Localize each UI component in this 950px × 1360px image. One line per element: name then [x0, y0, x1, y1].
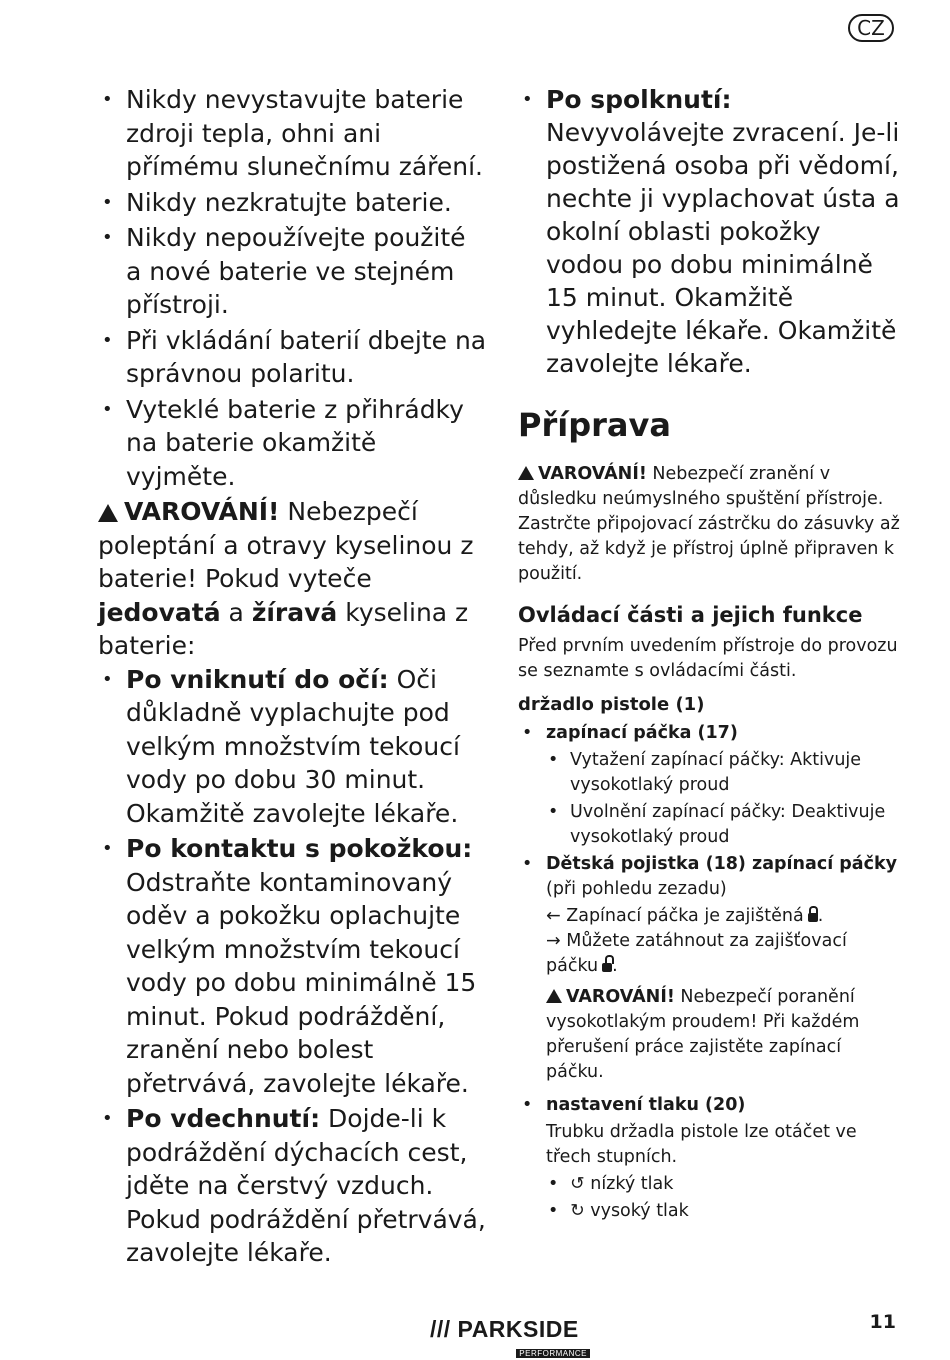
warning-icon — [518, 466, 534, 480]
unlock-icon — [602, 963, 612, 972]
list-item: • Po vniknutí do očí: Oči důkladně vyplachujte pod velkým množstvím tekoucí vody po dobu 30 minut. Okamžitě zavolejte lékaře. — [102, 664, 460, 828]
list-item: • Vytažení zapínací páčky: Aktivuje vysokotlaký proud — [548, 750, 862, 795]
subsection-heading: Ovládací části a jejich funkce — [518, 603, 863, 627]
list-item: • zapínací páčka (17) — [522, 723, 738, 743]
prep-warning: VAROVÁNÍ! Nebezpečí zranění v důsledku neúmyslného spuštění přístroje. Zastrčte připojovací zástrčku do zásuvky až tehdy, až když je přístroj úplně připraven k použití. — [518, 464, 900, 584]
controls-intro: Před prvním uvedením přístroje do provozu se seznamte s ovládacími části. — [518, 636, 898, 681]
unlock-line: → Můžete zatáhnout za zajišťovací páčku . — [546, 931, 847, 976]
language-badge: CZ — [848, 14, 894, 42]
trigger-warning: VAROVÁNÍ! Nebezpečí poranění vysokotlakým proudem! Při každém přerušení práce zajistěte zapínací páčku. — [546, 987, 860, 1082]
gun-label: držadlo pistole (1) — [518, 694, 705, 715]
list-item: • Dětská pojistka (18) zapínací páčky (při pohledu zezadu) — [522, 854, 898, 899]
list-item: • Uvolnění zapínací páčky: Deaktivuje vysokotlaký proud — [548, 802, 886, 847]
list-item: • Po kontaktu s pokožkou: Odstraňte kontaminovaný oděv a pokožku oplachujte velkým množstvím tekoucí vody po dobu minimálně 15 minut. Pokud podráždění, zranění nebo bolest přetrvává, zavolejte lékaře. — [102, 834, 477, 1098]
list-item: • Po vdechnutí: Dojde-li k podráždění dýchacích cest, jděte na čerstvý vzduch. Pokud podráždění přetrvává, zavolejte lékaře. — [102, 1104, 486, 1267]
left-column — [98, 83, 488, 1272]
page-number: 11 — [869, 1311, 896, 1333]
pressure-text: Trubku držadla pistole lze otáčet ve třech stupních. — [546, 1122, 857, 1167]
list-item: • ↺ nízký tlak — [548, 1174, 674, 1194]
list-item: • Nikdy nepoužívejte použité a nové baterie ve stejném přístroji. — [102, 223, 466, 319]
acid-warning: VAROVÁNÍ! Nebezpečí poleptání a otravy kyselinou z baterie! Pokud vyteče jedovatá a žíravá kyselina z baterie: — [98, 497, 474, 660]
list-item: • Nikdy nevystavujte baterie zdroji tepla, ohni ani přímému slunečnímu záření. — [102, 85, 483, 181]
list-item: • Nikdy nezkratujte baterie. — [102, 187, 452, 217]
list-item: • ↻ vysoký tlak — [548, 1201, 689, 1221]
list-item: • Při vkládání baterií dbejte na správnou polaritu. — [102, 325, 487, 388]
section-heading: Příprava — [518, 406, 671, 444]
warning-icon — [546, 989, 562, 1003]
list-item: • nastavení tlaku (20) — [522, 1095, 746, 1115]
warning-icon — [98, 504, 118, 522]
right-column — [518, 83, 903, 1226]
list-item: • Po spolknutí: Nevyvolávejte zvracení. Je-li postižená osoba při vědomí, nechte ji vyplachovat ústa a okolní oblasti pokožky vodou po dobu minimálně 15 minut. Okamžitě vyhledejte lékaře. Okamžitě zavolejte lékaře. — [522, 85, 900, 378]
brand-logo: /// PARKSIDE PERFORMANCE — [430, 1316, 590, 1358]
lock-line: ← Zapínací páčka je zajištěná . — [546, 906, 824, 926]
lock-icon — [808, 913, 818, 922]
list-item: • Vyteklé baterie z přihrádky na baterie okamžitě vyjměte. — [102, 394, 464, 491]
